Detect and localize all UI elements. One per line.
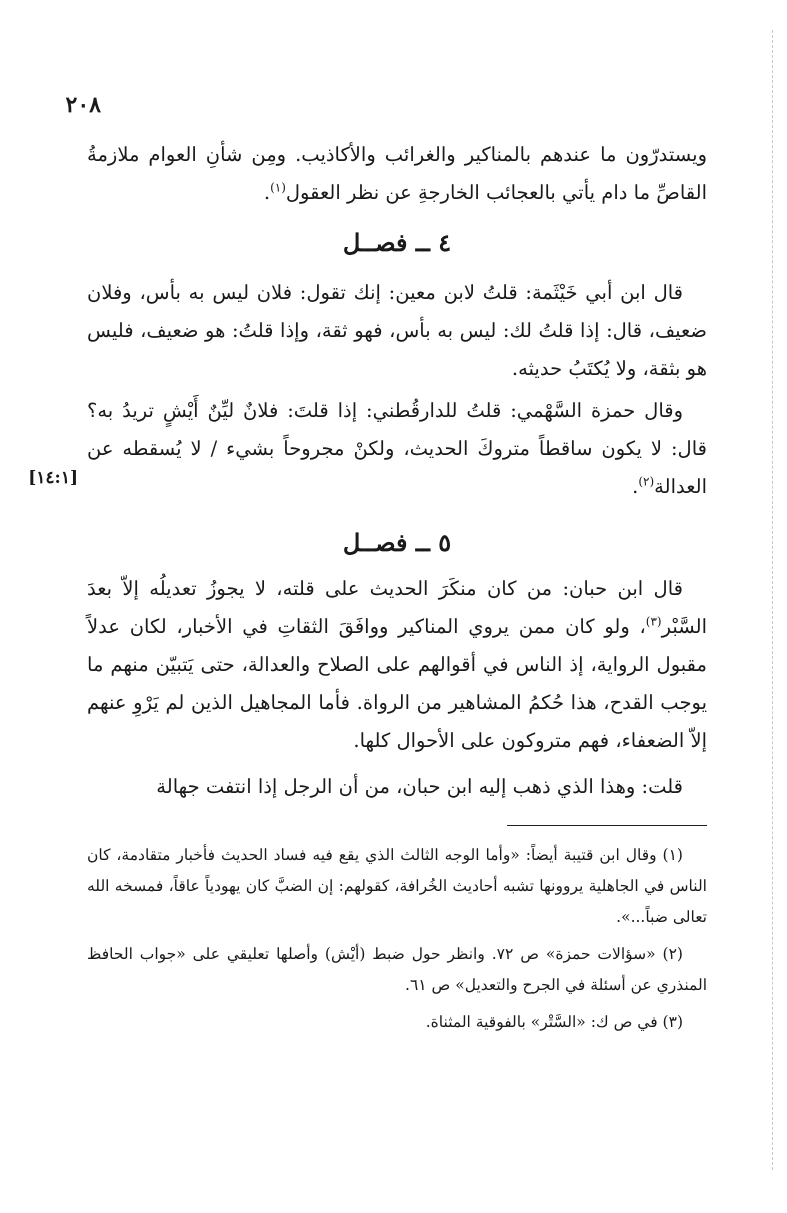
- section-5-heading: ٥ ــ فصــل: [342, 528, 452, 557]
- section-5-text-2: [87, 768, 707, 806]
- fn2-line-2: الحافظ المنذري عن أسئلة في الجرح والتعديل» ص ٦١.: [87, 945, 707, 994]
- fn2-line-1: (٢) «سؤالات حمزة» ص ٧٢. وانظر حول ضبط (أيْش) وأصلها تعليقي على «جواب: [139, 945, 683, 963]
- intro-line-1: ويستدرّون ما عندهم بالمناكير والغرائب والأكاذيب. ومِن شأنِ العوام ملازمةُ: [87, 143, 707, 166]
- s4p2-line-2: قال: لا يكون ساقطاً متروكَ الحديث، ولكنْ مجروحاً بشيء / لا يُسقطه عن: [87, 437, 707, 460]
- fn1-line-1: (١) وقال ابن قتيبة أيضاً: «وأما الوجه الثالث الذي يقع فيه فساد الحديث فأخبار: [176, 846, 683, 864]
- s5p2-line-1: قلت: وهذا الذي ذهب إليه ابن حبان، من أن الرجل إذا انتفت جهالة: [156, 775, 683, 798]
- s4p1-line-2: وفلان ضعيف، قال: إذا قلتُ لك: ليس به بأس، فهو ثقة، وإذا قلتُ: هو: [87, 281, 707, 342]
- intro-end: .: [263, 181, 271, 204]
- s5p1-rest-4: عنهم إلاّ الضعفاء، فهم متروكون على الأحوال كلها.: [87, 691, 707, 752]
- section-5-text-1: [87, 570, 707, 760]
- intro-paragraph: [87, 136, 707, 212]
- s5p1-rest-2: مقبول الرواية، إذ الناس في أقوالهم على الصلاح والعدالة، حتى يَتبيّن منهم ما: [87, 653, 707, 676]
- footnote-separator: [507, 825, 707, 826]
- section-4-paragraph-2: [87, 392, 707, 506]
- page-edge-line: [772, 30, 773, 1170]
- s5p1-line-1: قال ابن حبان: من كان منكَرَ الحديث على قلته، لا يجوزُ تعديلُه إلاّ بعدَ: [87, 577, 683, 600]
- section-4-paragraph-1: [87, 274, 707, 388]
- s4p2-end: .: [632, 475, 639, 498]
- s5p1-rest-3: يوجب القدح، هذا حُكمُ المشاهير من الرواة. فأما المجاهيل الذين لم يَرْوِ: [133, 691, 707, 714]
- s4p1-line-1: قال ابن أبي خَيْثَمة: قلتُ لابن معين: إنك تقول: فلان ليس به بأس،: [139, 281, 683, 304]
- s5p1-line-2: السَّبْر: [661, 615, 707, 638]
- s4p1-line-3: ضعيف، فليس هو بثقة، ولا يُكتَبُ حديثه.: [87, 319, 707, 380]
- footnote-ref-1: (١): [270, 180, 286, 195]
- margin-page-reference: [١٤:١]: [28, 468, 78, 488]
- section-5-paragraph-2: [87, 768, 707, 806]
- page-number: ٢٠٨: [65, 92, 101, 118]
- footnote-1: [87, 840, 707, 933]
- footnote-ref-3: (٣): [645, 614, 662, 629]
- section-4-heading: ٤ ــ فصــل: [342, 228, 452, 257]
- fn1-line-3: يهودياً عاقاً، فمسخه الله تعالى ضباً...».: [87, 877, 707, 926]
- section-5-paragraph-1: [87, 570, 707, 760]
- footnote-3: [87, 1007, 707, 1038]
- footnote-2: [87, 939, 707, 1001]
- intro-text: [87, 136, 707, 212]
- fn3-line-1: (٣) في ص ك: «السَّتْر» بالفوقية المثناة.: [425, 1013, 683, 1031]
- s4p2-line-1: وقال حمزة السَّهْمي: قلتُ للدارقُطني: إذا قلتَ: فلانٌ ليِّنٌ أَيْشٍ تريدُ به؟: [87, 399, 683, 422]
- footnotes: [87, 840, 707, 1044]
- intro-line-2: القاصِّ ما دام يأتي بالعجائب الخارجةِ عن نظر العقول: [285, 181, 707, 204]
- s4p2-line-3: العدالة: [654, 475, 707, 498]
- fn1-line-2: متقادمة، كان الناس في الجاهلية يروونها تشبه أحاديث الخُرافة، كقولهم: إن الضبَّ كان: [87, 846, 707, 895]
- section-4-text-2: [87, 392, 707, 506]
- section-4-text-1: [87, 274, 707, 388]
- s5p1-rest-1: ، ولو كان ممن يروي المناكير ووافَقَ الثقاتِ في الأخبار، لكان عدلاً: [87, 615, 646, 638]
- footnote-ref-2: (٢): [638, 474, 655, 489]
